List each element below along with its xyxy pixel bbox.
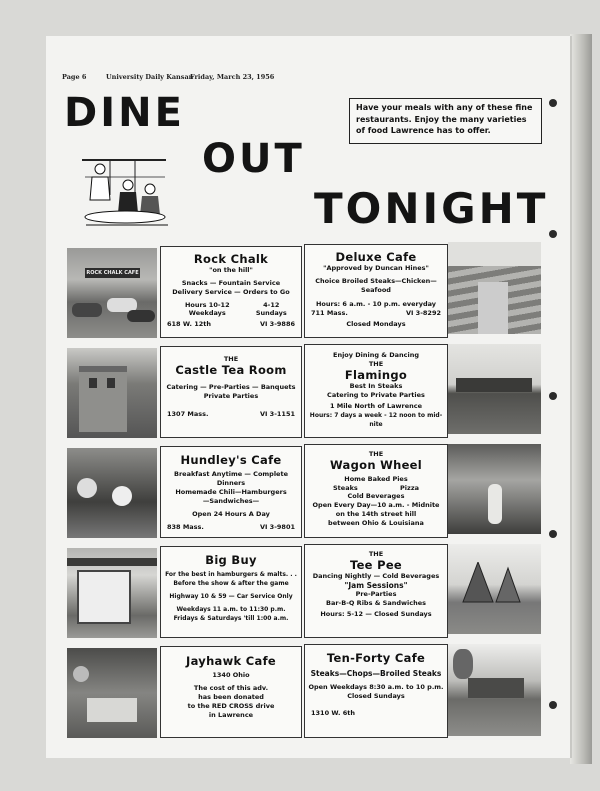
ad-hours: Open Every Day—10 a.m. - Midnite (312, 501, 440, 509)
ad-title: Hundley's Cafe (180, 453, 282, 467)
ad-address: 711 Mass. (311, 309, 348, 317)
ad-title: Jayhawk Cafe (185, 654, 276, 668)
ad-phone: VI 3-8292 (405, 309, 441, 317)
page-edge (570, 34, 592, 764)
ad-line: Highway 10 & 59 — Car Service Only (169, 593, 293, 600)
ten-forty-cafe-photo (448, 644, 541, 736)
ad-line: Home Baked Pies (344, 475, 408, 483)
ad-line: has been donated (198, 693, 264, 701)
ad-line: Catering — Pre-Parties — Banquets (166, 383, 296, 391)
ad-line: —Sandwiches— (202, 497, 260, 505)
ad-closed: Closed Mondays (346, 320, 406, 328)
ad-phone: VI 3-1151 (259, 410, 295, 418)
ad-address: 1340 Ohio (212, 671, 250, 679)
ad-hours: Hours: 7 days a week - 12 noon to mid-nite (309, 412, 443, 428)
ad-line: Dancing Nightly — Cold Beverages (312, 572, 440, 580)
binding-hole (549, 392, 557, 400)
ad-hours: Weekdays 11 a.m. to 11:30 p.m. (176, 606, 286, 613)
ad-big-boy (160, 546, 302, 638)
binding-hole (549, 99, 557, 107)
ad-title: Flamingo (344, 368, 408, 382)
ad-phone: VI 3-9801 (259, 523, 295, 531)
rock-chalk-photo (67, 248, 157, 338)
ad-pre: THE (223, 355, 239, 363)
ad-line: Homemade Chili—Hamburgers (175, 488, 287, 496)
ad-line: Breakfast Anytime — Complete Dinners (174, 470, 288, 487)
ad-address: 838 Mass. (167, 523, 204, 531)
deluxe-cafe-photo (448, 242, 541, 334)
ad-line: Delivery Service — Orders to Go (172, 288, 290, 296)
ad-address: 618 W. 12th (167, 320, 211, 328)
ad-hundleys-cafe (160, 446, 302, 538)
page-number: Page 6 (62, 73, 87, 81)
ad-wagon-wheel (304, 444, 448, 538)
ad-title: Tee Pee (349, 558, 403, 572)
ad-flamingo (304, 344, 448, 438)
intro-box: Have your meals with any of these fine restaurants. Enjoy the many varieties of food Lawrence has to offer. (349, 98, 542, 144)
ad-tagline: "on the hill" (209, 266, 253, 274)
ad-deluxe-cafe (304, 244, 448, 338)
ad-left: Steaks (333, 484, 358, 492)
ad-top: Enjoy Dining & Dancing (333, 351, 419, 359)
ad-line: Bar-B-Q Ribs & Sandwiches (326, 599, 426, 607)
ad-line: Cold Beverages (347, 492, 405, 500)
ad-line: 1 Mile North of Lawrence (329, 402, 423, 410)
ad-title: Wagon Wheel (329, 458, 423, 472)
ad-hours: Open 24 Hours A Day (192, 510, 270, 518)
binding-hole (549, 530, 557, 538)
ad-address: 1307 Mass. (167, 410, 209, 418)
ad-line: For the best in hamburgers & malts. . . (165, 571, 297, 578)
ad-line: Private Parties (203, 392, 259, 400)
ad-hours-sunday: 4-12 Sundays (255, 301, 287, 317)
issue-date: Friday, March 23, 1956 (190, 73, 275, 81)
ad-line: Snacks — Fountain Service (181, 279, 281, 287)
ad-closed: Closed Sundays (347, 692, 405, 700)
ad-hours: Open Weekdays 8:30 a.m. to 10 p.m. (308, 683, 444, 691)
ad-hours: Hours 10-12 Weekdays (184, 301, 230, 317)
castle-tea-room-photo (67, 348, 157, 438)
binding-hole (549, 701, 557, 709)
headline-dine: DINE (64, 90, 185, 136)
ad-line: Steaks—Chops—Broiled Steaks (310, 669, 442, 678)
ad-pre: THE (368, 550, 384, 558)
ad-line: Choice Broiled Steaks—Chicken—Seafood (315, 277, 437, 294)
ad-right: Pizza (400, 484, 419, 492)
ad-title: Rock Chalk (193, 252, 269, 266)
ad-line: on the 14th street hill (335, 510, 417, 518)
photo-sign: ROCK CHALK CAFE (86, 270, 139, 276)
ad-tee-pee (304, 544, 448, 638)
big-boy-photo (67, 548, 157, 638)
headline-out: OUT (202, 136, 305, 182)
ad-ten-forty-cafe (304, 644, 448, 738)
ad-hours: Hours: 5-12 — Closed Sundays (320, 610, 432, 618)
ad-address: 1310 W. 6th (311, 709, 355, 717)
ad-line: Catering to Private Parties (327, 391, 425, 399)
ad-line: to the RED CROSS drive (187, 702, 275, 710)
ad-jayhawk-cafe (160, 646, 302, 738)
ad-line: Best In Steaks (349, 382, 403, 390)
tee-pee-photo (448, 544, 541, 634)
ad-line: The cost of this adv. (193, 684, 269, 692)
ad-line: Before the show & after the game (173, 580, 289, 587)
ad-castle-tea-room (160, 346, 302, 438)
hundleys-cafe-photo (67, 448, 157, 538)
ad-pre: THE (368, 360, 384, 368)
ad-phone: VI 3-9886 (259, 320, 295, 328)
binding-hole (549, 230, 557, 238)
ad-rock-chalk (160, 246, 302, 338)
ad-title: Ten-Forty Cafe (326, 651, 426, 665)
ad-line: between Ohio & Louisiana (328, 519, 424, 527)
ad-hours: Fridays & Saturdays 'till 1:00 a.m. (173, 615, 289, 622)
ad-line: Pre-Parties (355, 590, 397, 598)
wagon-wheel-photo (448, 444, 541, 534)
ad-title: Big Buy (205, 553, 257, 567)
ad-line: in Lawrence (208, 711, 254, 719)
headline-tonight: TONIGHT (314, 184, 549, 233)
ad-hours: Hours: 6 a.m. - 10 p.m. everyday (315, 300, 437, 308)
ad-title: Deluxe Cafe (335, 250, 417, 264)
diners-illustration (80, 155, 170, 227)
ad-tagline: "Approved by Duncan Hines" (323, 264, 429, 272)
ad-title: Castle Tea Room (175, 363, 287, 377)
jayhawk-cafe-photo (67, 648, 157, 738)
flamingo-photo (448, 344, 541, 434)
newspaper-name: University Daily Kansan (106, 73, 194, 81)
ad-pre: THE (368, 450, 384, 458)
ad-line: "Jam Sessions" (344, 581, 408, 590)
